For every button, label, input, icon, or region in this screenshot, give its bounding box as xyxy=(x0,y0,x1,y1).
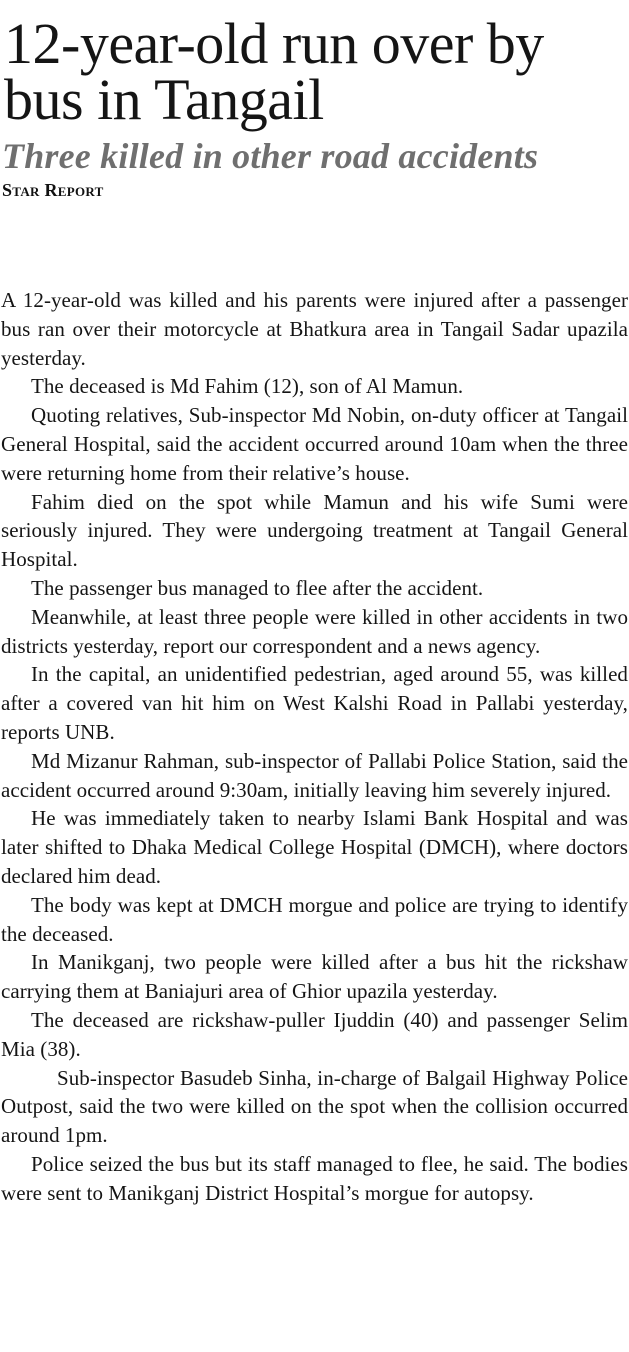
paragraph: The body was kept at DMCH morgue and police are trying to identify the deceased. xyxy=(1,892,628,946)
paragraph: The deceased are rickshaw-puller Ijuddin (40) and passenger Selim Mia (38). xyxy=(1,1007,628,1061)
paragraph: Sub-inspector Basudeb Sinha, in-charge of Balgail Highway Police Outpost, said the two were killed on the spot when the collision occurred around 1pm. xyxy=(1,1065,628,1148)
headline: 12-year-old run over by bus in Tangail xyxy=(4,11,544,132)
paragraph: He was immediately taken to nearby Islami Bank Hospital and was later shifted to Dhaka Medical College Hospital (DMCH), where doctors declared him dead. xyxy=(1,806,628,888)
paragraph: In Manikganj, two people were killed after a bus hit the rickshaw carrying them at Baniajuri area of Ghior upazila yesterday. xyxy=(1,950,628,1004)
byline: Star Report xyxy=(2,180,104,200)
article-body xyxy=(1,286,628,1208)
subheadline: Three killed in other road accidents xyxy=(2,136,539,176)
paragraph: Md Mizanur Rahman, sub-inspector of Pallabi Police Station, said the accident occurred around 9:30am, initially leaving him severely injured. xyxy=(1,748,628,802)
paragraph: Quoting relatives, Sub-inspector Md Nobin, on-duty officer at Tangail General Hospital, said the accident occurred around 10am when the three were returning home from their relative’s house. xyxy=(1,403,628,485)
paragraph: Police seized the bus but its staff managed to flee, he said. The bodies were sent to Manikganj District Hospital’s morgue for autopsy. xyxy=(1,1151,628,1205)
paragraph: A 12-year-old was killed and his parents were injured after a passenger bus ran over their motorcycle at Bhatkura area in Tangail Sadar upazila yesterday. xyxy=(1,288,628,370)
paragraph: Meanwhile, at least three people were killed in other accidents in two districts yesterday, report our correspondent and a news agency. xyxy=(1,604,628,658)
paragraph: Fahim died on the spot while Mamun and his wife Sumi were seriously injured. They were undergoing treatment at Tangail General Hospital. xyxy=(1,489,628,572)
paragraph: In the capital, an unidentified pedestrian, aged around 55, was killed after a covered van hit him on West Kalshi Road in Pallabi yesterday, reports UNB. xyxy=(1,662,628,744)
paragraph: The passenger bus managed to flee after the accident. xyxy=(31,575,484,600)
paragraph: The deceased is Md Fahim (12), son of Al Mamun. xyxy=(31,374,464,399)
